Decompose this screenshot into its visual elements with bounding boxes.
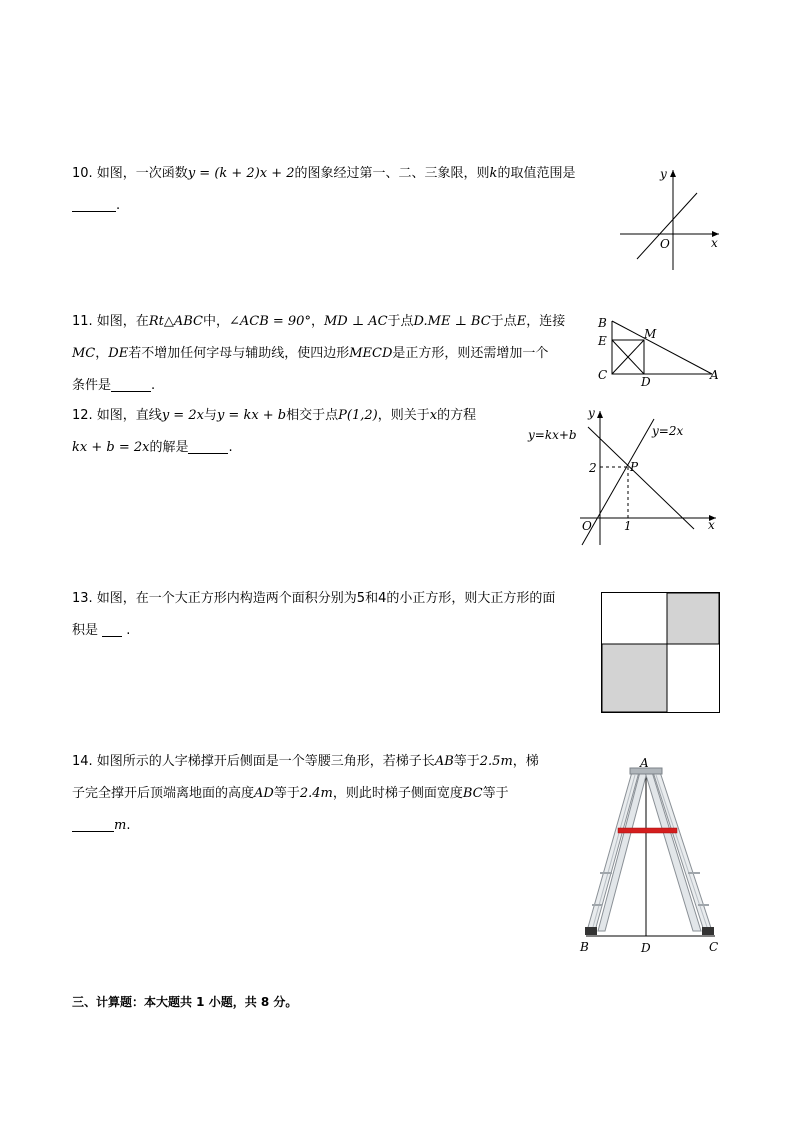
q12-var: x	[429, 408, 438, 423]
q12-figure	[524, 405, 724, 550]
q12-equation: kx + b = 2x	[72, 440, 150, 455]
q10-text-post: 的取值范围是	[497, 166, 576, 181]
q11-figure	[594, 313, 724, 388]
q12-text-2: ，则关于	[377, 408, 430, 423]
q12-point: P(1,2)	[338, 408, 378, 423]
y-axis-label: y	[588, 406, 595, 420]
q11-text-4: ，连接	[526, 314, 566, 329]
tick-label-1: 1	[624, 519, 632, 533]
q10-figure	[615, 165, 725, 275]
q12-end: .	[228, 440, 233, 455]
point-b-label: B	[580, 940, 589, 954]
answer-blank[interactable]	[111, 377, 151, 392]
q14-text: 14. 如图所示的人字梯撑开后侧面是一个等腰三角形，若梯子长	[72, 754, 435, 769]
point-d-label: D	[641, 375, 651, 389]
tick-label-2: 2	[589, 461, 597, 475]
q12-text-3: 的方程	[437, 408, 477, 423]
q10-text: 10. 如图，一次函数	[72, 166, 188, 181]
line-label-kx-b: y=kx+b	[528, 428, 577, 442]
q11-sep-1: ，	[310, 314, 324, 329]
q13-figure	[601, 592, 721, 714]
q11-text-3: 于点	[490, 314, 517, 329]
q14-ad: AD	[254, 786, 274, 801]
q14-height: 2.4m	[299, 786, 333, 801]
x-axis-label: x	[711, 236, 718, 250]
point-d-label: D	[641, 941, 651, 955]
point-c-label: C	[598, 368, 608, 382]
point-c-label: C	[709, 940, 719, 954]
q13-end: .	[126, 623, 131, 638]
point-p-label: P	[630, 460, 639, 474]
point-e-label: E	[598, 334, 607, 348]
q11-mecd: MECD	[349, 346, 393, 361]
q12-text-1: 相交于点	[286, 408, 339, 423]
q14-end: .	[126, 818, 131, 833]
q14-tail: ，梯	[512, 754, 539, 769]
q12-line-1: y = 2x	[161, 408, 204, 423]
question-14	[72, 746, 539, 842]
answer-blank[interactable]	[102, 622, 122, 637]
q14-eq-3: 等于	[482, 786, 509, 801]
question-11	[72, 306, 565, 402]
answer-blank[interactable]	[188, 439, 228, 454]
q11-end: .	[151, 378, 156, 393]
q14-length: 2.5m	[479, 754, 513, 769]
q14-ab: AB	[434, 754, 454, 769]
q13-text-2: 积是	[72, 623, 99, 638]
section-heading: 三、计算题：本大题共 1 小题，共 8 分。	[72, 995, 298, 1009]
q11-sep-2: ，	[95, 346, 109, 361]
q13-text: 13. 如图，在一个大正方形内构造两个面积分别为5和4的小正方形，则大正方形的面	[72, 591, 556, 606]
q12-text-4: 的解是	[149, 440, 189, 455]
q12-line-2: y = kx + b	[216, 408, 287, 423]
q10-end: .	[116, 198, 121, 213]
origin-label: O	[582, 519, 592, 533]
answer-blank[interactable]	[72, 197, 116, 212]
q11-mc: MC	[72, 346, 96, 361]
q11-d: D.ME ⊥ BC	[413, 314, 491, 329]
q14-figure	[578, 755, 724, 960]
x-axis-label: x	[708, 518, 715, 532]
answer-blank[interactable]	[72, 817, 114, 832]
q11-text-2: 于点	[387, 314, 414, 329]
q11-text-6: 是正方形，则还需增加一个	[392, 346, 549, 361]
q14-bc: BC	[462, 786, 483, 801]
q14-text-3: ，则此时梯子侧面宽度	[332, 786, 463, 801]
q11-e: E	[516, 314, 527, 329]
q11-de: DE	[108, 346, 129, 361]
question-10	[72, 158, 575, 222]
q11-text: 11. 如图，在	[72, 314, 149, 329]
line-label-2x: y=2x	[652, 424, 684, 438]
q14-text-2: 子完全撑开后顶端离地面的高度	[72, 786, 255, 801]
point-a-label: A	[710, 368, 719, 382]
q11-text-7: 条件是	[72, 378, 112, 393]
q14-eq-1: 等于	[453, 754, 480, 769]
question-12	[72, 400, 476, 464]
q14-eq-2: 等于	[273, 786, 300, 801]
q12-text: 12. 如图，直线	[72, 408, 162, 423]
q10-text-mid: 的图象经过第一、二、三象限，则	[294, 166, 490, 181]
q11-angle: ∠ACB = 90°	[228, 314, 311, 329]
point-b-label: B	[598, 316, 607, 330]
q12-with: 与	[203, 408, 217, 423]
q11-md: MD ⊥ AC	[323, 314, 388, 329]
origin-label: O	[660, 237, 670, 251]
y-axis-label: y	[660, 167, 667, 181]
q11-text-1: 中，	[202, 314, 229, 329]
q11-text-5: 若不增加任何字母与辅助线，使四边形	[128, 346, 350, 361]
point-a-label: A	[640, 756, 649, 770]
point-m-label: M	[644, 327, 657, 341]
q14-unit: m	[114, 818, 127, 833]
q10-formula: y = (k + 2)x + 2	[187, 166, 295, 181]
q11-triangle: Rt△ABC	[148, 314, 203, 329]
q10-var: k	[489, 166, 498, 181]
question-13	[72, 583, 555, 647]
